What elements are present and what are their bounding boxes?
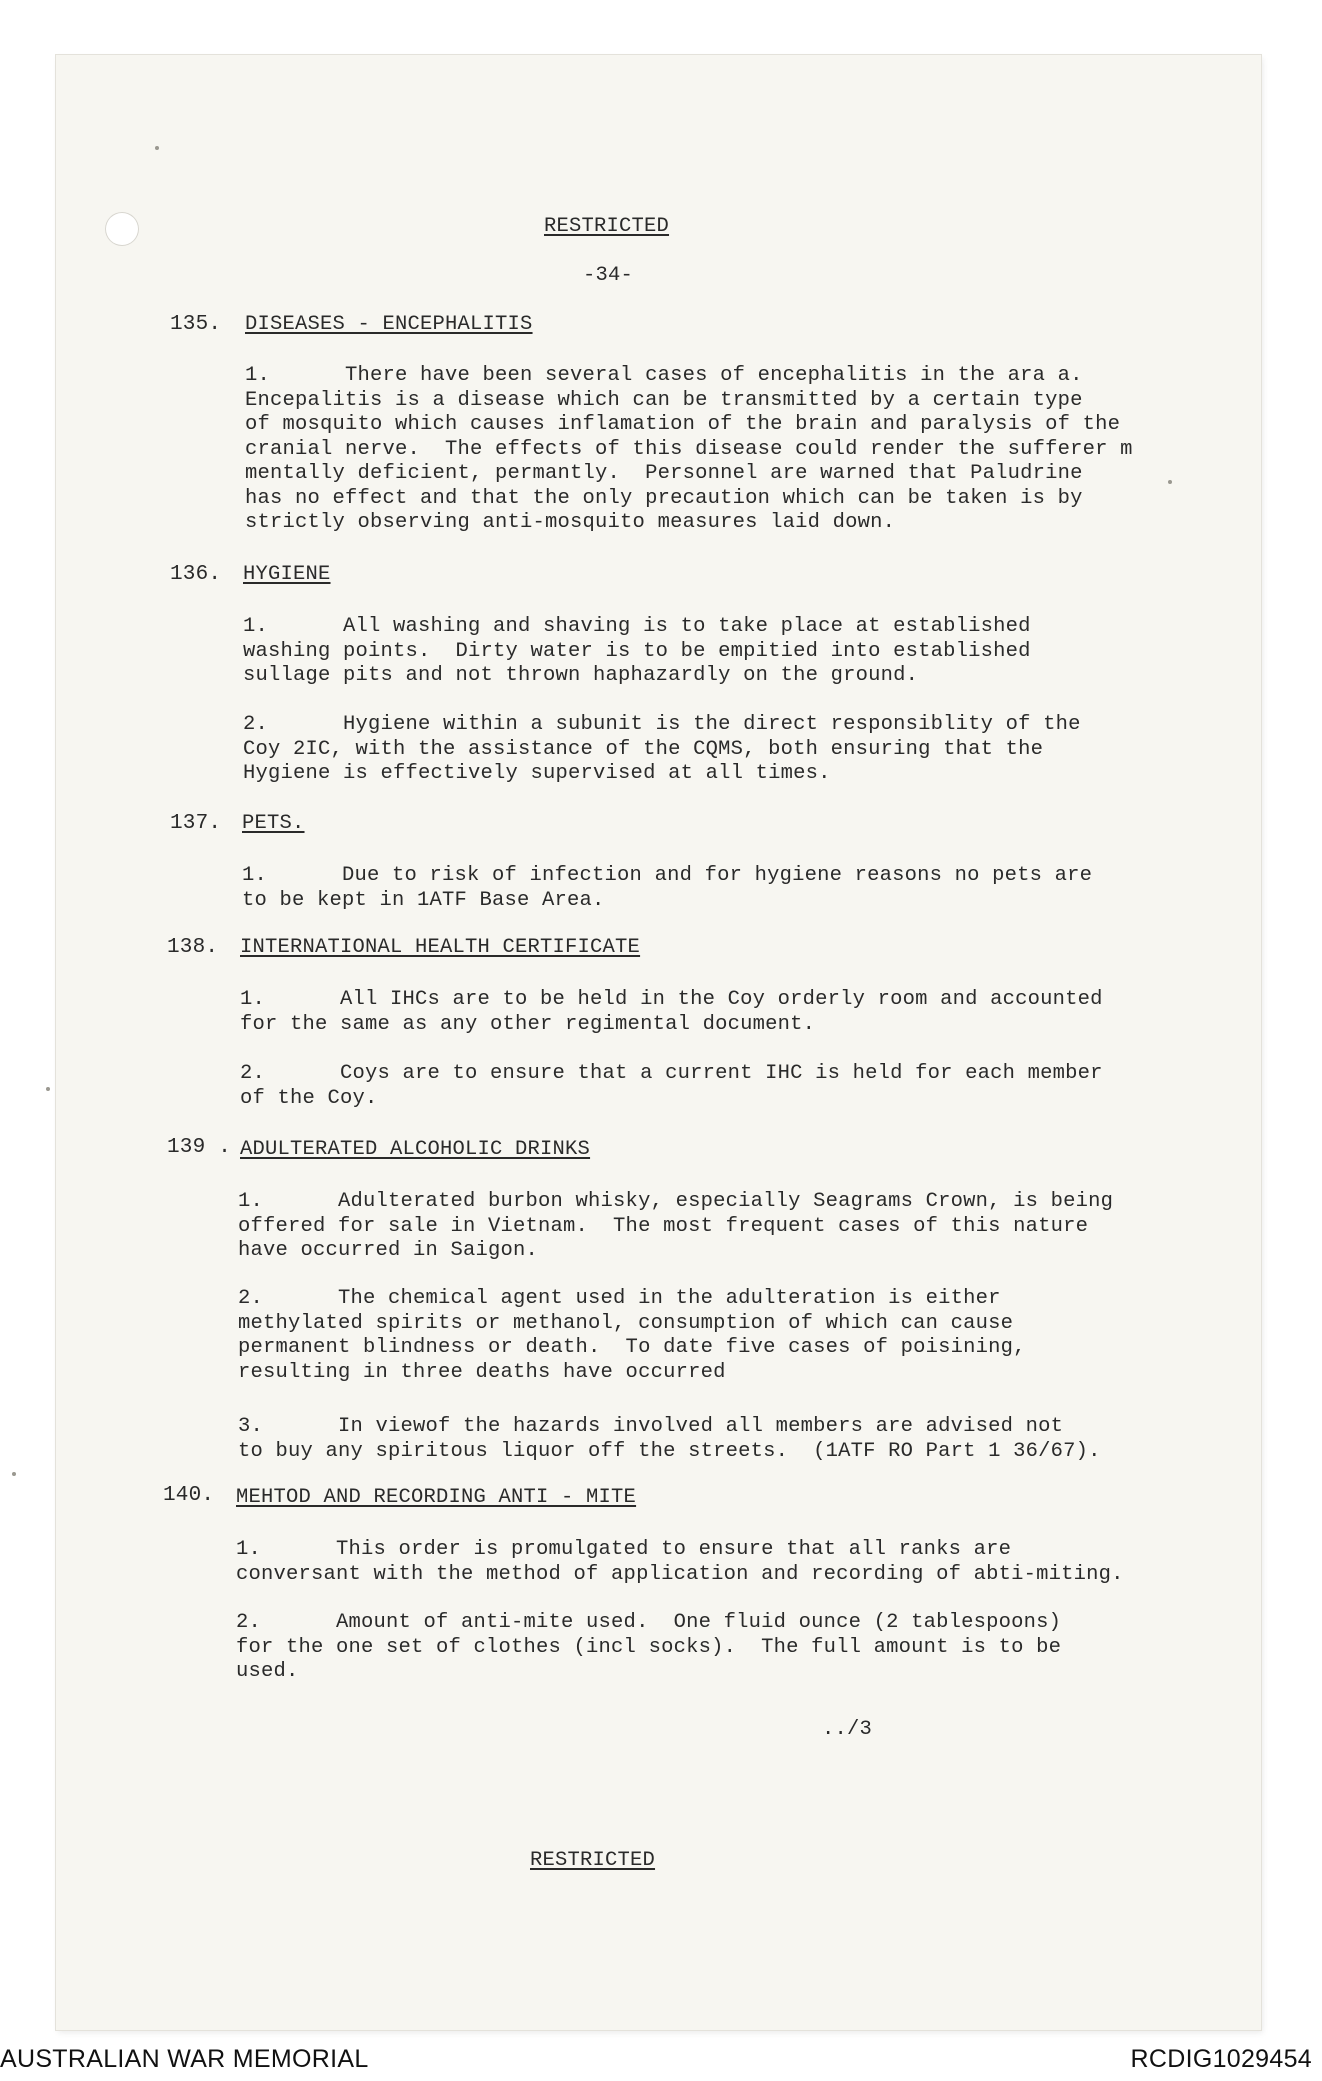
paragraph-line: 1. Due to risk of infection and for hygiene reasons no pets are	[242, 864, 1093, 887]
paragraph-line: Coy 2IC, with the assistance of the CQMS, both ensuring that the	[243, 737, 1044, 761]
paragraph-line: 2. Coys are to ensure that a current IHC is held for each member	[240, 1062, 1103, 1085]
archive-footer-right: RCDIG1029454	[1130, 2045, 1312, 2073]
page-number: -34-	[583, 264, 634, 287]
header-classification: RESTRICTED	[544, 215, 670, 238]
section-title: MEHTOD AND RECORDING ANTI - MITE	[236, 1486, 637, 1509]
punch-hole	[105, 212, 139, 246]
paragraph	[243, 713, 1081, 787]
paragraph-line: to be kept in 1ATF Base Area.	[242, 888, 605, 912]
paragraph-line: for the one set of clothes (incl socks). The full amount is to be	[236, 1635, 1062, 1659]
section-number: 139 .	[167, 1136, 232, 1159]
paragraph	[243, 615, 1031, 689]
paragraph-line: resulting in three deaths have occurred	[238, 1360, 726, 1384]
paragraph	[238, 1287, 1026, 1385]
paragraph-line: of the Coy.	[240, 1086, 378, 1110]
paragraph	[240, 988, 1103, 1037]
section-title: INTERNATIONAL HEALTH CERTIFICATE	[240, 936, 641, 959]
continuation-marker: ../3	[822, 1718, 873, 1741]
document-page	[56, 55, 1261, 2030]
paragraph	[236, 1611, 1061, 1685]
paragraph-line: of mosquito which causes inflamation of the brain and paralysis of the	[245, 413, 1121, 436]
section-title: PETS.	[242, 812, 305, 835]
paragraph-line: 2. Hygiene within a subunit is the direct responsiblity of the	[243, 713, 1081, 736]
paragraph-line: have occurred in Saigon.	[238, 1239, 539, 1262]
paragraph-line: conversant with the method of application and recording of abti-miting.	[236, 1562, 1124, 1586]
paper-speck	[12, 1472, 16, 1476]
paragraph-line: 1. There have been several cases of encephalitis in the ara a.	[245, 364, 1083, 387]
section-number: 137.	[170, 812, 222, 835]
paragraph-line: mentally deficient, permantly. Personnel are warned that Paludrine	[245, 462, 1083, 485]
footer-classification: RESTRICTED	[530, 1849, 656, 1872]
paragraph	[236, 1538, 1124, 1587]
paragraph-line: methylated spirits or methanol, consumption of which can cause	[238, 1311, 1014, 1335]
archive-footer-left: AUSTRALIAN WAR MEMORIAL	[0, 2045, 369, 2073]
paragraph-line: for the same as any other regimental document.	[240, 1012, 816, 1036]
paper-speck	[46, 1087, 50, 1091]
paragraph-line: 1. All IHCs are to be held in the Coy orderly room and accounted	[240, 988, 1103, 1011]
paragraph-line: Hygiene is effectively supervised at all times.	[243, 762, 831, 785]
section-number: 135.	[170, 313, 222, 336]
paragraph-line: 1. This order is promulgated to ensure that all ranks are	[236, 1538, 1012, 1561]
paper-speck	[155, 146, 159, 150]
paragraph-line: strictly observing anti-mosquito measures laid down.	[245, 511, 896, 534]
paragraph-line: used.	[236, 1660, 299, 1683]
paragraph-line: washing points. Dirty water is to be empitied into established	[243, 639, 1031, 663]
paragraph-line: Encepalitis is a disease which can be transmitted by a certain type	[245, 388, 1083, 412]
paragraph-line: cranial nerve. The effects of this disease could render the sufferer m	[245, 437, 1133, 461]
paragraph	[240, 1062, 1103, 1111]
section-number: 136.	[170, 563, 222, 586]
section-title: ADULTERATED ALCOHOLIC DRINKS	[240, 1138, 591, 1161]
section-title: HYGIENE	[243, 563, 331, 586]
paragraph-line: 3. In viewof the hazards involved all members are advised not	[238, 1415, 1064, 1438]
paragraph-line: 1. All washing and shaving is to take place at established	[243, 615, 1031, 638]
paragraph	[238, 1190, 1113, 1264]
paragraph	[245, 364, 1133, 536]
paragraph-line: to buy any spiritous liquor off the streets. (1ATF RO Part 1 36/67).	[238, 1439, 1101, 1463]
paragraph-line: 2. The chemical agent used in the adulteration is either	[238, 1287, 1001, 1310]
paragraph-line: has no effect and that the only precaution which can be taken is by	[245, 486, 1083, 510]
paragraph-line: 2. Amount of anti-mite used. One fluid ounce (2 tablespoons)	[236, 1611, 1062, 1634]
paragraph	[238, 1415, 1101, 1464]
paragraph-line: sullage pits and not thrown haphazardly on the ground.	[243, 664, 919, 687]
paragraph-line: 1. Adulterated burbon whisky, especially Seagrams Crown, is being	[238, 1190, 1114, 1213]
paper-speck	[1168, 480, 1172, 484]
section-number: 140.	[163, 1484, 215, 1507]
paragraph-line: offered for sale in Vietnam. The most frequent cases of this nature	[238, 1214, 1089, 1238]
section-number: 138.	[167, 936, 219, 959]
paragraph	[242, 864, 1092, 913]
section-title: DISEASES - ENCEPHALITIS	[245, 313, 533, 336]
paragraph-line: permanent blindness or death. To date five cases of poisining,	[238, 1336, 1026, 1359]
